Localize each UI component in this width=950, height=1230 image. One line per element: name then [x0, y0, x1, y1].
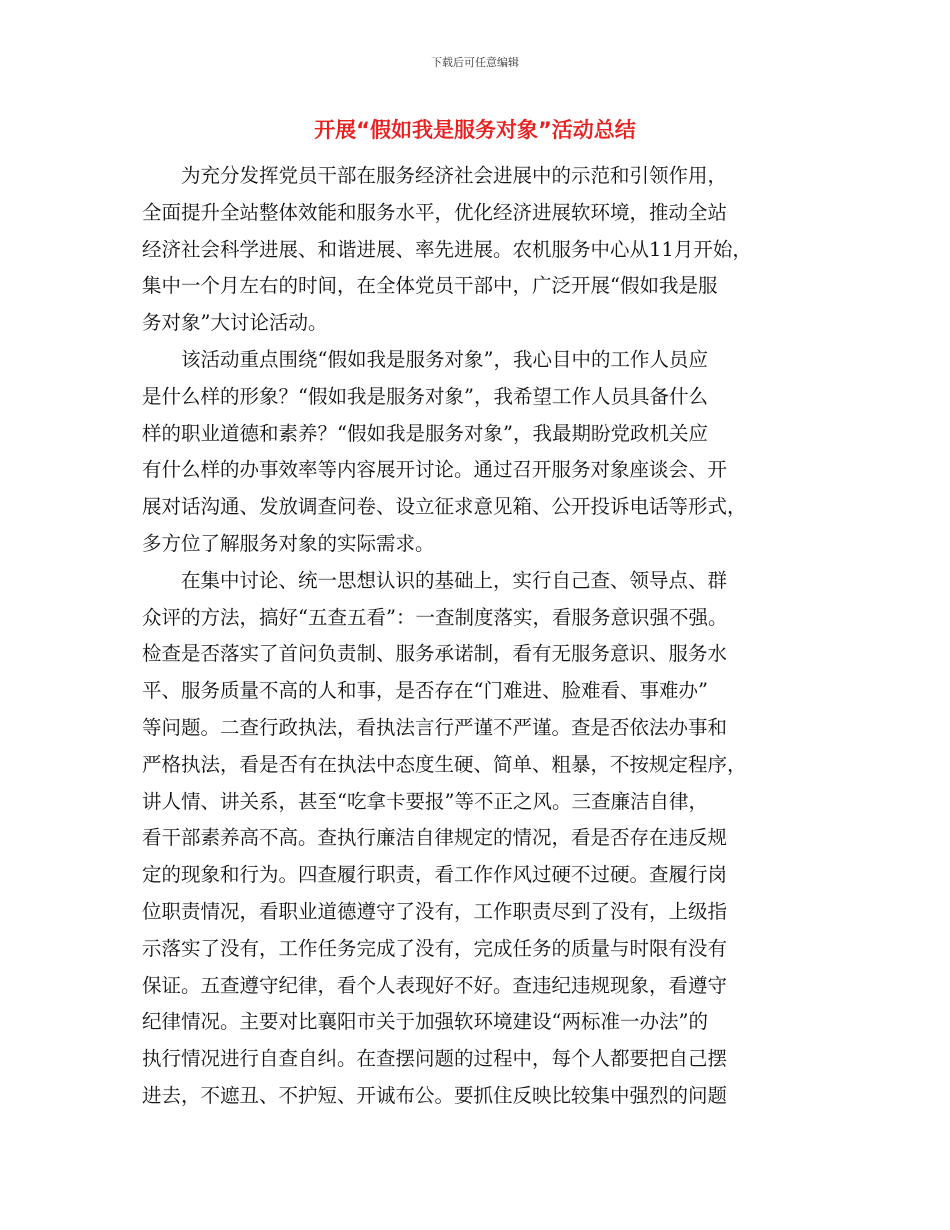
text-line: 等问题。二查行政执法，看执法言行严谨不严谨。查是否依法办事和 [142, 715, 728, 739]
document-body [142, 158, 822, 1115]
text-line: 定的现象和行为。四查履行职责，看工作作风过硬不过硬。查履行岗 [142, 863, 728, 887]
text-line: 纪律情况。主要对比襄阳市关于加强软环境建设“两标准一办法”的 [142, 1010, 708, 1034]
text-line: 多方位了解服务对象的实际需求。 [142, 531, 435, 555]
text-line: 全面提升全站整体效能和服务水平，优化经济进展软环境，推动全站 [142, 200, 728, 224]
text-line: 集中一个月左右的时间，在全体党员干部中，广泛开展“假如我是服 [142, 274, 718, 298]
text-line: 讲人情、讲关系，甚至“吃拿卡要报”等不正之风。三查廉洁自律， [142, 789, 708, 813]
text-line: 看干部素养高不高。查执行廉洁自律规定的情况，看是否存在违反规 [142, 826, 728, 850]
text-line: 进去，不遮丑、不护短、开诚布公。要抓住反映比较集中强烈的问题 [142, 1083, 728, 1107]
text-line: 执行情况进行自查自纠。在查摆问题的过程中，每个人都要把自己摆 [142, 1047, 728, 1071]
text-line: 平、服务质量不高的人和事，是否存在“门难进、脸难看、事难办” [142, 679, 708, 703]
text-line: 保证。五查遵守纪律，看个人表现好不好。查违纪违规现象，看遵守 [142, 973, 728, 997]
text-line: 为充分发挥党员干部在服务经济社会进展中的示范和引领作用， [142, 164, 728, 187]
text-line: 务对象”大讨论活动。 [142, 311, 328, 335]
text-line: 展对话沟通、发放调查问卷、设立征求意见箱、公开投诉电话等形式， [142, 495, 747, 519]
text-line: 该活动重点围绕“假如我是服务对象”，我心目中的工作人员应 [142, 347, 708, 371]
text-line: 位职责情况，看职业道德遵守了没有，工作职责尽到了没有，上级指 [142, 899, 728, 923]
text-line: 在集中讨论、统一思想认识的基础上，实行自己查、领导点、群 [142, 568, 728, 592]
text-line: 是什么样的形象？“假如我是服务对象”，我希望工作人员具备什么 [142, 384, 708, 408]
text-line: 样的职业道德和素养？“假如我是服务对象”，我最期盼党政机关应 [142, 421, 708, 445]
text-line: 示落实了没有，工作任务完成了没有，完成任务的质量与时限有没有 [142, 936, 728, 960]
page-header-note: 下载后可任意编辑 [431, 56, 519, 69]
text-line: 经济社会科学进展、和谐进展、率先进展。农机服务中心从11月开始， [142, 237, 752, 261]
text-line: 严格执法，看是否有在执法中态度生硬、简单、粗暴，不按规定程序， [142, 752, 747, 776]
text-line: 有什么样的办事效率等内容展开讨论。通过召开服务对象座谈会、开 [142, 458, 728, 482]
document-title: 开展“假如我是服务对象”活动总结 [314, 118, 636, 142]
text-line: 检查是否落实了首问负责制、服务承诺制，看有无服务意识、服务水 [142, 642, 728, 666]
text-line: 众评的方法，搞好“五查五看”：一查制度落实，看服务意识强不强。 [142, 605, 728, 629]
